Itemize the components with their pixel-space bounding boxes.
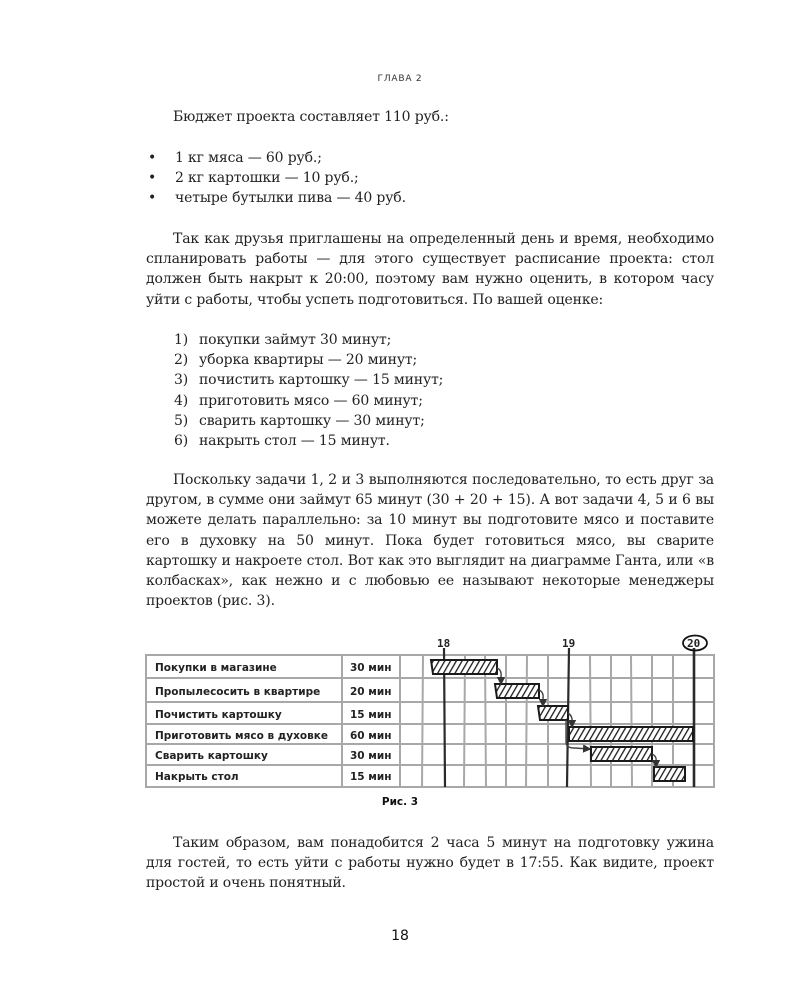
budget-item: • четыре бутылки пива — 40 руб. xyxy=(146,188,714,208)
gantt-bar xyxy=(538,706,568,720)
gantt-task-label: Почистить картошку xyxy=(155,709,282,721)
bullet-icon: • xyxy=(148,170,157,187)
gantt-bar xyxy=(431,660,497,674)
gantt-task-label: Накрыть стол xyxy=(155,771,239,783)
task-item: 2) уборка квартиры — 20 минут; xyxy=(174,352,418,369)
axis-label-19: 19 xyxy=(562,637,576,650)
figure-caption: Рис. 3 xyxy=(381,796,419,808)
gantt-duration: 20 мин xyxy=(350,686,392,698)
gantt-bar xyxy=(569,727,693,741)
task-item: 3) почистить картошку — 15 минут; xyxy=(174,372,444,389)
task-item: 1) покупки займут 30 минут; xyxy=(174,332,392,348)
gantt-bar xyxy=(654,767,685,781)
budget-item: • 2 кг картошки — 10 руб.; xyxy=(146,168,714,188)
running-head: ГЛАВА 2 xyxy=(377,74,423,84)
task-item: 5) сварить картошку — 30 минут; xyxy=(174,412,425,429)
conclusion-section xyxy=(146,833,714,894)
schedule-paragraph: Так как друзья приглашены на определенный день и время, необходимо спланировать работы — для этого существует расписание проекта: стол должен быть накрыт к 20:00, поэтому вам нужно оценить, в котором часу уйти с работы, чтобы успеть подготовиться. По вашей оценке: xyxy=(146,231,714,308)
task-item: 4) приготовить мясо — 60 минут; xyxy=(174,392,423,409)
bullet-icon: • xyxy=(148,150,157,166)
bullet-icon: • xyxy=(148,190,157,207)
page-number: 18 xyxy=(391,928,409,944)
axis-label-18: 18 xyxy=(437,637,451,650)
conclusion-paragraph: Таким образом, вам понадобится 2 часа 5 минут на подготовку ужина для гостей, то есть уйти с работы нужно будет в 17:55. Как видите, проект простой и очень понятный. xyxy=(146,835,714,892)
budget-item: • 1 кг мяса — 60 руб.; xyxy=(146,148,714,168)
gantt-bar xyxy=(495,684,539,698)
gantt-task-label: Покупки в магазине xyxy=(155,662,277,674)
gantt-task-label: Пропылесосить в квартире xyxy=(155,686,321,698)
gantt-duration: 15 мин xyxy=(350,709,392,721)
gantt-bar xyxy=(591,747,652,761)
gantt-duration: 15 мин xyxy=(350,771,392,783)
gantt-task-label: Сварить картошку xyxy=(155,750,268,762)
gantt-duration: 60 мин xyxy=(350,730,392,742)
gantt-duration: 30 мин xyxy=(350,750,392,762)
budget-line: Бюджет проекта составляет 110 руб.: xyxy=(173,109,449,125)
gantt-duration: 30 мин xyxy=(350,662,392,674)
gantt-task-label: Приготовить мясо в духовке xyxy=(155,730,328,742)
sequence-paragraph: Поскольку задачи 1, 2 и 3 выполняются последовательно, то есть друг за другом, в сумме они займут 65 минут (30 + 20 + 15). А вот задачи 4, 5 и 6 вы можете делать параллельно: за 10 минут вы подготовите мясо и поставите его в духовку на 50 минут. Пока будет готовиться мясо, вы сварите картошку и накроете стол. Вот как это выглядит на диаграмме Ганта, или «в колбасках», как нежно и с любовью ее называют некоторые менеджеры проектов (рис. 3). xyxy=(146,472,714,610)
axis-label-20: 20 xyxy=(687,637,701,650)
task-item: 6) накрыть стол — 15 минут. xyxy=(174,433,390,450)
